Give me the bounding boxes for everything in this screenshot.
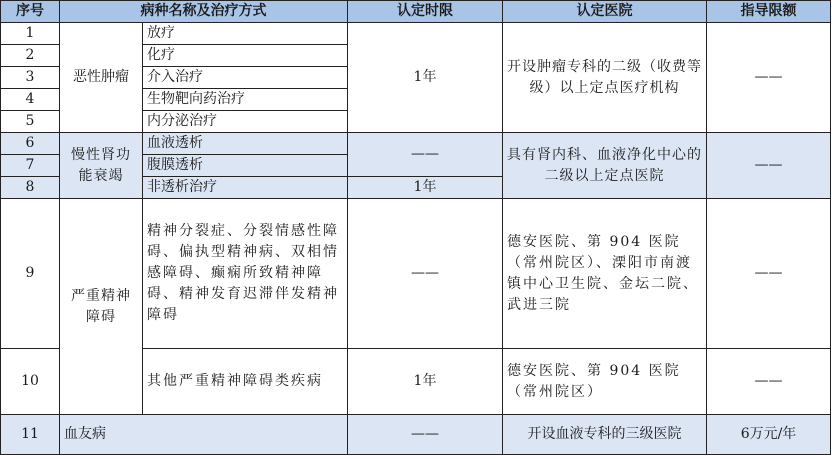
header-hospital: 认定医院 bbox=[503, 1, 707, 23]
row-seq: 5 bbox=[1, 111, 60, 133]
quota-tumor: —— bbox=[707, 23, 831, 133]
row-seq: 3 bbox=[1, 67, 60, 89]
disease-name-renal: 慢性肾功能衰竭 bbox=[60, 133, 143, 199]
period-mental-9: —— bbox=[348, 199, 503, 349]
row-seq: 9 bbox=[1, 199, 60, 349]
table-row bbox=[1, 23, 831, 45]
hospital-hemophilia: 开设血液专科的三级医院 bbox=[503, 415, 707, 455]
row-seq: 11 bbox=[1, 415, 60, 455]
row-seq: 6 bbox=[1, 133, 60, 155]
row-seq: 2 bbox=[1, 45, 60, 67]
treatment-cell: 内分泌治疗 bbox=[143, 111, 348, 133]
hospital-mental-9: 德安医院、第 904 医院（常州院区）、溧阳市南渡镇中心卫生院、金坛二院、武进三院 bbox=[503, 199, 707, 349]
disease-name-hemophilia: 血友病 bbox=[60, 415, 348, 455]
hospital-mental-10: 德安医院、第 904 医院（常州院区） bbox=[503, 349, 707, 415]
row-seq: 8 bbox=[1, 177, 60, 199]
treatment-cell: 腹膜透析 bbox=[143, 155, 348, 177]
hospital-tumor: 开设肿瘤专科的二级（收费等级）以上定点医疗机构 bbox=[503, 23, 707, 133]
header-row bbox=[1, 1, 831, 23]
treatment-cell: 生物靶向药治疗 bbox=[143, 89, 348, 111]
row-seq: 10 bbox=[1, 349, 60, 415]
row-seq: 4 bbox=[1, 89, 60, 111]
period-mental-10: 1年 bbox=[348, 349, 503, 415]
disease-name-mental: 严重精神障碍 bbox=[60, 199, 143, 415]
table-row bbox=[1, 415, 831, 455]
disease-name-tumor: 恶性肿瘤 bbox=[60, 23, 143, 133]
period-nondialysis: 1年 bbox=[348, 177, 503, 199]
row-seq: 7 bbox=[1, 155, 60, 177]
treatment-cell: 血液透析 bbox=[143, 133, 348, 155]
treatment-cell: 化疗 bbox=[143, 45, 348, 67]
period-tumor: 1年 bbox=[348, 23, 503, 133]
quota-mental-10: —— bbox=[707, 349, 831, 415]
period-hemophilia: —— bbox=[348, 415, 503, 455]
quota-renal: —— bbox=[707, 133, 831, 199]
treatment-cell: 介入治疗 bbox=[143, 67, 348, 89]
hospital-renal: 具有肾内科、血液净化中心的二级以上定点医院 bbox=[503, 133, 707, 199]
treatment-cell: 其他严重精神障碍类疾病 bbox=[143, 349, 348, 415]
header-seq: 序号 bbox=[1, 1, 60, 23]
row-seq: 1 bbox=[1, 23, 60, 45]
treatment-cell: 非透析治疗 bbox=[143, 177, 348, 199]
table-row bbox=[1, 199, 831, 349]
header-quota: 指导限额 bbox=[707, 1, 831, 23]
quota-mental-9: —— bbox=[707, 199, 831, 349]
treatment-cell: 放疗 bbox=[143, 23, 348, 45]
header-period: 认定时限 bbox=[348, 1, 503, 23]
period-dialysis: —— bbox=[348, 133, 503, 177]
header-disease: 病种名称及治疗方式 bbox=[60, 1, 348, 23]
table-row bbox=[1, 133, 831, 155]
treatment-cell: 精神分裂症、分裂情感性障碍、偏执型精神病、双相情感障碍、癫痫所致精神障碍、精神发育迟滞伴发精神障碍 bbox=[143, 199, 348, 349]
quota-hemophilia: 6万元/年 bbox=[707, 415, 831, 455]
